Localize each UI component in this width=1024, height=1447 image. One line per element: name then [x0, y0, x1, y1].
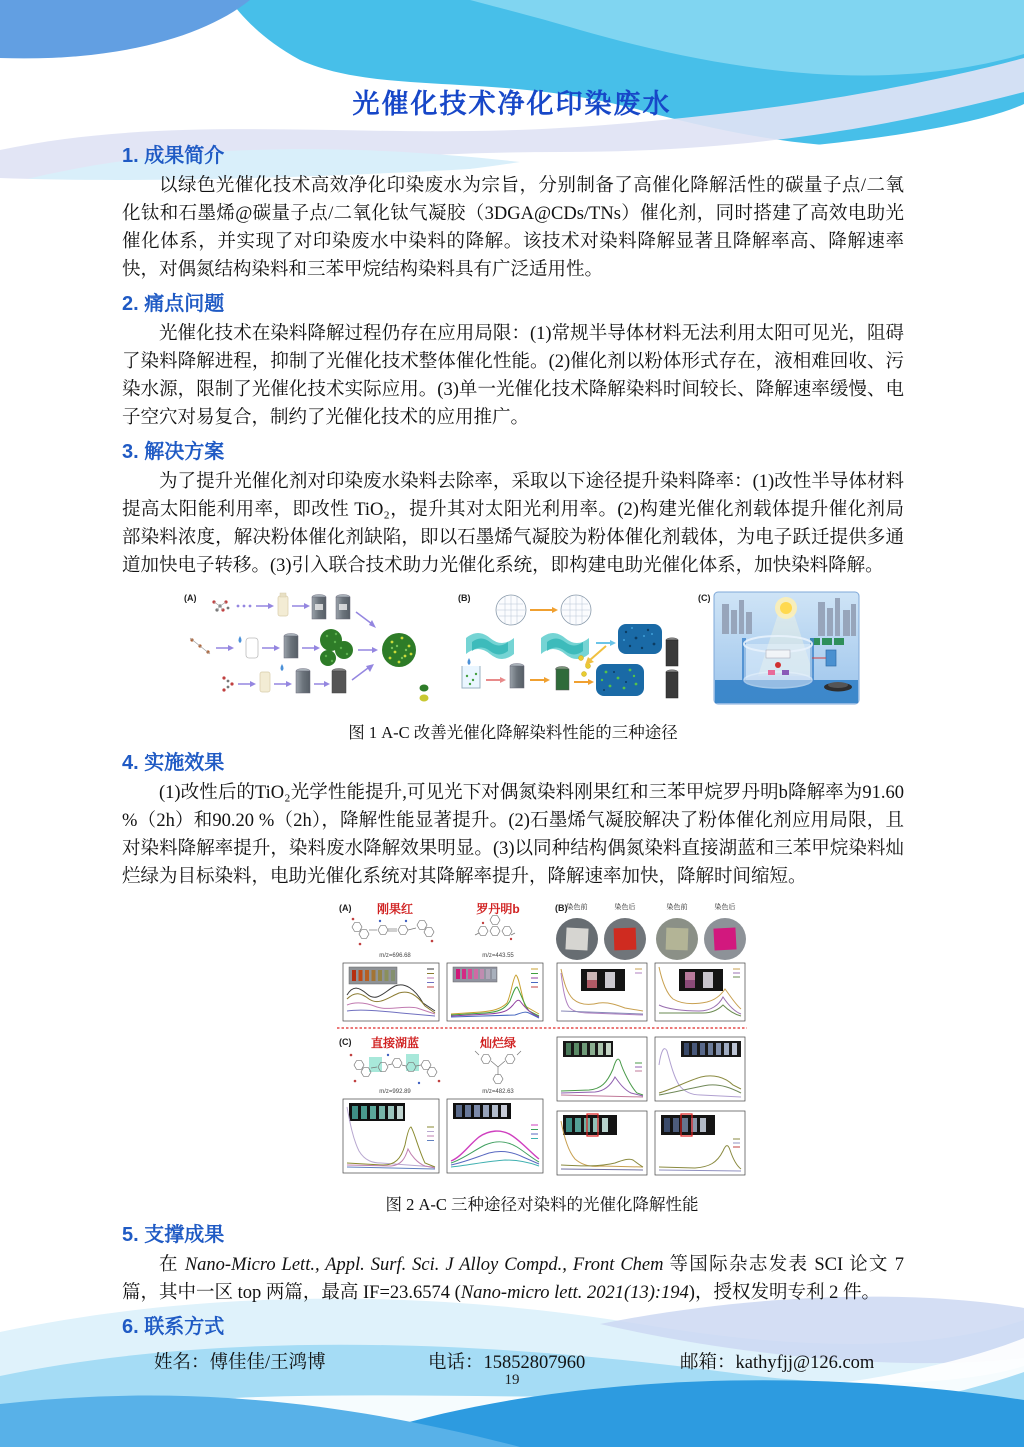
support-suffix: )，授权发明专利 2 件。: [688, 1283, 880, 1303]
fig2-panel-b: [555, 902, 746, 1021]
name-label: 姓名：: [154, 1353, 210, 1373]
svg-text:m/z=443.55: m/z=443.55: [482, 953, 514, 959]
fig1-panel-c: [698, 592, 859, 704]
document-content: [122, 136, 904, 1376]
svg-text:(A): (A): [339, 903, 352, 913]
fig2-panel-c: [339, 1035, 543, 1173]
phone-value: 15852807960: [483, 1353, 586, 1373]
email-label: 邮箱：: [680, 1353, 736, 1373]
page-number: 19: [504, 1372, 520, 1388]
svg-text:直接湖蓝: 直接湖蓝: [370, 1036, 420, 1050]
phone-label: 电话：: [428, 1353, 484, 1373]
figure2-image: [333, 897, 751, 1180]
figure2: [333, 897, 751, 1215]
page-title: 光催化技术净化印染废水: [352, 89, 672, 119]
figure1-caption: 图 1 A-C 改善光催化降解染料性能的三种途径: [348, 723, 678, 742]
svg-text:染色后: 染色后: [714, 904, 736, 911]
section4-heading: 4. 实施效果: [122, 752, 225, 774]
section1-paragraph: 以绿色光催化技术高效净化印染废水为宗旨，分别制备了高催化降解活性的碳量子点/二氧化钛和石墨烯@碳量子点/二氧化钛气凝胶（3DGA@CDs/TNs）催化剂，同时搭建了高效电助光催化体系，并实现了对印染废水中染料的降解。该技术对染料降解显著且降解率高、降解速率快，对偶氮结构染料和三苯甲烷结构染料具有广泛适用性。: [122, 176, 904, 280]
email-value: kathyfjj@126.com: [735, 1353, 875, 1373]
svg-text:染色前: 染色前: [666, 904, 688, 911]
svg-text:灿烂绿: 灿烂绿: [479, 1036, 517, 1050]
figure1: [166, 588, 861, 743]
figure2-caption: 图 2 A-C 三种途径对染料的光催化降解性能: [385, 1195, 699, 1214]
svg-text:(B): (B): [555, 903, 568, 913]
fig2-right-charts: [557, 1037, 745, 1175]
fig1-panel-a: [184, 593, 429, 702]
svg-text:罗丹明b: 罗丹明b: [476, 902, 520, 916]
support-mid: 等国际杂志发表 SCI 论文 7篇，其中一区 top 两篇，最高 IF=23.6574 (: [122, 1255, 904, 1303]
section2-heading: 2. 痛点问题: [122, 293, 225, 315]
svg-text:m/z=992.89: m/z=992.89: [379, 1089, 411, 1095]
fig2-panel-a: [339, 901, 543, 1021]
svg-text:(A): (A): [183, 593, 196, 603]
contact-phone: [428, 1348, 585, 1374]
svg-text:(C): (C): [339, 1037, 352, 1047]
section6-heading: 6. 联系方式: [122, 1316, 225, 1338]
reference-citation: Nano-micro lett. 2021(13):194: [460, 1283, 689, 1303]
figure1-image: [166, 588, 861, 708]
section5-paragraph: [122, 1251, 904, 1307]
fig1-panel-b: [458, 593, 678, 698]
svg-text:刚果红: 刚果红: [376, 902, 414, 916]
section1-heading: 1. 成果简介: [122, 145, 225, 167]
name-value: 傅佳佳/王鸿博: [209, 1353, 326, 1373]
section4-paragraph: (1)改性后的TiO₂光学性能提升,可见光下对偶氮染料刚果红和三苯甲烷罗丹明b降解率为91.60 %（2h）和90.20 %（2h），降解性能显著提升。(2)石墨烯气凝胶解决了粉体催化剂应用局限，且对染料降解率提升，染料废水降解效果明显。(3)以同种结构偶氮染料直接湖蓝和三苯甲烷染料灿烂绿为目标染料，电助光催化系统对其降解率提升，降解速率加快，降解时间缩短。: [122, 783, 904, 887]
section3-paragraph: 为了提升光催化剂对印染废水染料去除率，采取以下途径提升染料降率：(1)改性半导体材料提高太阳能利用率，即改性 TiO₂，提升其对太阳光利用率。(2)构建光催化剂载体提升催化剂局部染料浓度，解决粉体催化剂缺陷，即以石墨烯气凝胶为粉体催化剂载体，为电子跃迁提供多通道加快电子转移。(3)引入联合技术助力光催化系统，即构建电助光催化体系，加快染料降解。: [122, 472, 904, 576]
section2-paragraph: 光催化技术在染料降解过程仍存在应用局限：(1)常规半导体材料无法利用太阳可见光，阻碍了染料降解进程，抑制了光催化技术整体催化性能。(2)催化剂以粉体形式存在，液相难回收、污染水源，限制了光催化技术实际应用。(3)单一光催化技术降解染料时间较长、降解速率缓慢、电子空穴对易复合，制约了光催化技术的应用推广。: [122, 324, 904, 428]
section5-heading: 5. 支撑成果: [122, 1224, 225, 1246]
svg-text:m/z=696.68: m/z=696.68: [379, 953, 411, 959]
svg-text:(B): (B): [457, 593, 470, 603]
svg-text:(C): (C): [697, 593, 710, 603]
fabric-swatches: [556, 918, 746, 960]
support-prefix: 在: [159, 1255, 185, 1275]
svg-text:染色前: 染色前: [566, 904, 588, 911]
section3-heading: 3. 解决方案: [122, 441, 225, 463]
contact-name: [154, 1348, 326, 1374]
svg-text:m/z=482.63: m/z=482.63: [482, 1089, 514, 1095]
journal-names: Nano-Micro Lett., Appl. Surf. Sci. J Alloy Compd., Front Chem: [184, 1255, 664, 1275]
contact-email: [680, 1348, 874, 1374]
svg-text:染色后: 染色后: [614, 904, 636, 911]
